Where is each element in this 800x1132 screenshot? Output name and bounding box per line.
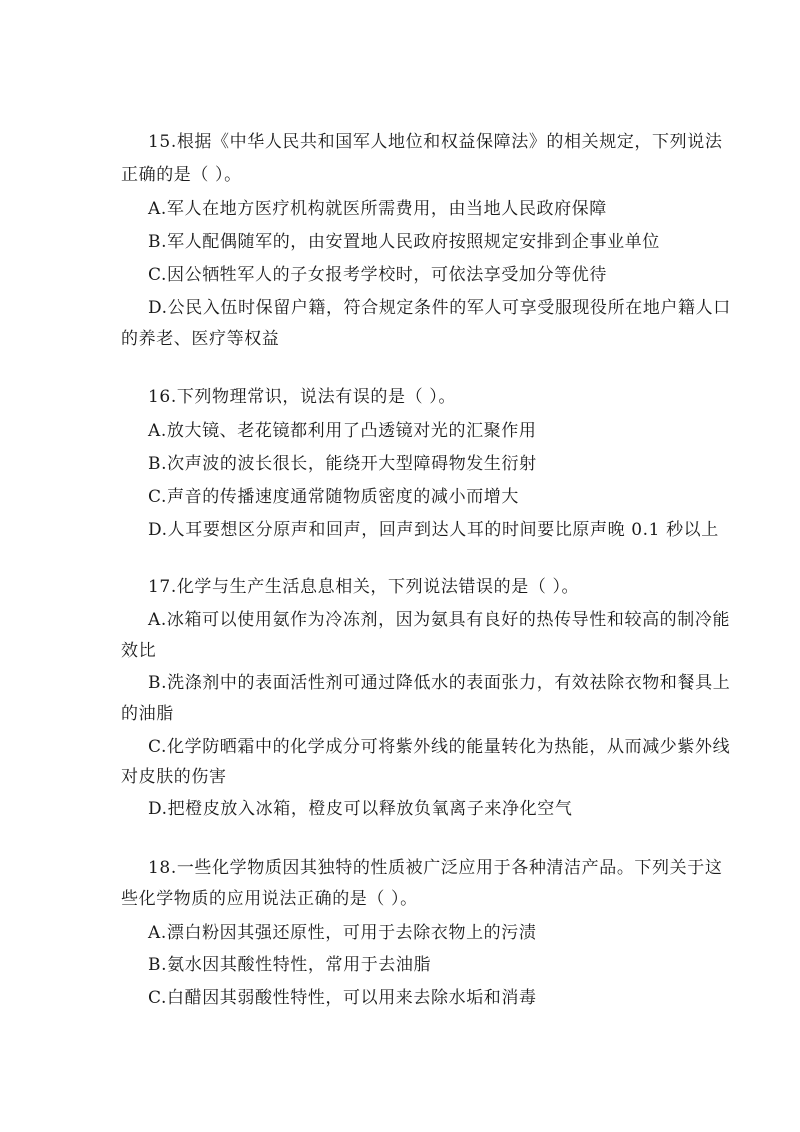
option-c-continued: 对皮肤的伤害 [121,767,227,787]
option-b: B.洗涤剂中的表面活性剂可通过降低水的表面张力，有效祛除衣物和餐具上 [148,673,731,693]
question-stem-line: 16.下列物理常识，说法有误的是（ ）。 [148,387,456,407]
option-c: C.化学防晒霜中的化学成分可将紫外线的能量转化为热能，从而减少紫外线 [148,737,731,757]
option-c: C.声音的传播速度通常随物质密度的减小而增大 [148,487,520,507]
question-stem-line: 18.一些化学物质因其独特的性质被广泛应用于各种清洁产品。下列关于这 [148,858,723,878]
option-a: A.冰箱可以使用氨作为冷冻剂，因为氨具有良好的热传导性和较高的制冷能 [148,610,731,630]
option-d: D.人耳要想区分原声和回声，回声到达人耳的时间要比原声晚 0.1 秒以上 [148,520,719,540]
option-a-continued: 效比 [121,641,157,661]
option-c: C.因公牺牲军人的子女报考学校时，可依法享受加分等优待 [148,265,608,285]
option-d: D.公民入伍时保留户籍，符合规定条件的军人可享受服现役所在地户籍人口 [148,298,731,318]
question-stem-line: 17.化学与生产生活息息相关，下列说法错误的是（ ）。 [148,577,580,597]
option-b: B.氨水因其酸性特性，常用于去油脂 [148,955,432,975]
option-a: A.军人在地方医疗机构就医所需费用，由当地人民政府保障 [148,199,607,219]
question-stem-line: 些化学物质的应用说法正确的是（ ）。 [121,889,418,909]
question-stem-line: 正确的是（ ）。 [121,165,242,185]
option-a: A.漂白粉因其强还原性，可用于去除衣物上的污渍 [148,923,537,943]
question-stem-line: 15.根据《中华人民共和国军人地位和权益保障法》的相关规定，下列说法 [148,132,723,152]
option-d-continued: 的养老、医疗等权益 [121,329,280,349]
option-b: B.次声波的波长很长，能绕开大型障碍物发生衍射 [148,454,537,474]
option-d: D.把橙皮放入冰箱，橙皮可以释放负氧离子来净化空气 [148,799,573,819]
option-a: A.放大镜、老花镜都利用了凸透镜对光的汇聚作用 [148,421,537,441]
option-c: C.白醋因其弱酸性特性，可以用来去除水垢和消毒 [148,988,537,1008]
option-b: B.军人配偶随军的，由安置地人民政府按照规定安排到企事业单位 [148,232,660,252]
option-b-continued: 的油脂 [121,704,174,724]
